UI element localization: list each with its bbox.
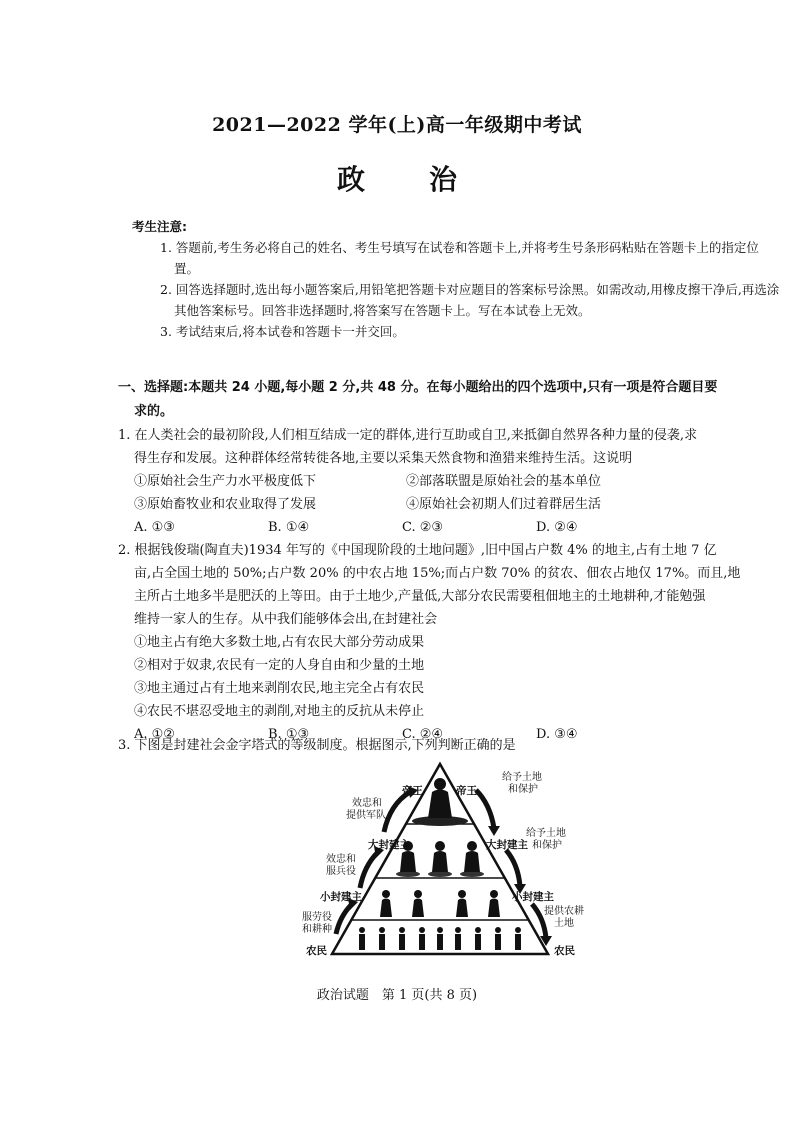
q1-option-3: ③原始畜牧业和农业取得了发展: [134, 497, 317, 512]
question-2: [118, 539, 782, 746]
notice-heading: 考生注意:: [132, 219, 187, 234]
label-emperor-right: 帝王: [456, 785, 477, 797]
page-footer: 政治试题 第 1 页(共 8 页): [316, 988, 478, 1003]
arrow-down-1: [476, 790, 494, 828]
arrow-up-3: [336, 904, 352, 934]
q1-option-2: ②部落联盟是原始社会的基本单位: [406, 474, 602, 489]
q1-choices: [118, 516, 782, 539]
q1-stem-line2: 得生存和发展。这种群体经常转徙各地,主要以采集天然食物和渔猎来维持生活。这说明: [134, 451, 633, 466]
q2-choice-b: B. ①③: [268, 727, 310, 742]
q2-option-4: ④农民不堪忍受地主的剥削,对地主的反抗从未停止: [134, 704, 425, 719]
label-up1-b: 提供军队: [346, 810, 386, 821]
label-down1-a: 给予土地: [502, 772, 542, 783]
q2-stem-line3: 主所占土地多半是肥沃的上等田。由于土地少,产量低,大部分农民需要租佃地主的土地耕种,才能勉强: [134, 589, 706, 604]
q3-stem: 3. 下图是封建社会金字塔式的等级制度。根据图示,下列判断正确的是: [118, 738, 516, 753]
label-great-lord-left: 大封建主: [368, 839, 410, 851]
label-up2-b: 服兵役: [326, 866, 356, 877]
section-heading: [118, 376, 782, 424]
label-down3-a: 提供农耕: [544, 906, 584, 917]
q2-choice-d: D. ③④: [536, 727, 578, 742]
q2-choice-a: A. ①②: [134, 727, 175, 742]
q1-choice-d: D. ②④: [536, 520, 578, 535]
label-emperor-left: 帝王: [402, 785, 423, 797]
notice-item-2: 2. 回答选择题时,选出每小题答案后,用铅笔把答题卡对应题目的答案标号涂黑。如需改动,用橡皮擦干净后,再选涂其他答案标号。回答非选择题时,将答案写在答题卡上。写在本试卷上无效。: [160, 282, 780, 318]
label-up3-a: 服劳役: [302, 912, 332, 923]
q2-option-2: ②相对于奴隶,农民有一定的人身自由和少量的土地: [134, 658, 425, 673]
q2-stem-line1: 2. 根据钱俊瑞(陶直夫)1934 年写的《中国现阶段的土地问题》,旧中国占户数 4% 的地主,占有土地 7 亿: [118, 543, 717, 558]
q1-choice-a: A. ①③: [134, 520, 175, 535]
label-great-lord-right: 大封建主: [486, 839, 528, 851]
label-peasant-left: 农民: [306, 945, 327, 957]
arrow-down-1-head: [488, 826, 500, 836]
notice-item-3: 3. 考试结束后,将本试卷和答题卡一并交回。: [160, 324, 405, 339]
arrow-down-2: [506, 850, 520, 886]
q1-choice-c: C. ②③: [402, 520, 444, 535]
label-peasant-right: 农民: [554, 945, 575, 957]
q1-choice-b: B. ①④: [268, 520, 310, 535]
notice-block: [132, 216, 782, 342]
label-up3-b: 和耕种: [302, 924, 332, 935]
q2-option-1: ①地主占有绝大多数土地,占有农民大部分劳动成果: [134, 635, 425, 650]
label-down1-b: 和保护: [508, 784, 538, 795]
label-down2-a: 给予土地: [526, 828, 566, 839]
q2-stem-line4: 维持一家人的生存。从中我们能够体会出,在封建社会: [134, 612, 438, 627]
small-lord-figures: [380, 890, 500, 917]
label-up1-a: 效忠和: [352, 798, 382, 809]
emperor-figure: [428, 778, 452, 818]
label-down2-b: 和保护: [532, 840, 562, 851]
q2-option-3: ③地主通过占有土地来剥削农民,地主完全占有农民: [134, 681, 425, 696]
question-1: [118, 424, 782, 539]
arrow-up-2: [360, 852, 378, 888]
q1-stem-line1: 1. 在人类社会的最初阶段,人们相互结成一定的群体,进行互助或自卫,来抵御自然界各种力量的侵袭,求: [118, 428, 698, 443]
label-down3-b: 土地: [554, 918, 574, 929]
q2-choice-c: C. ②④: [402, 727, 444, 742]
label-small-lord-left: 小封建主: [320, 891, 362, 903]
label-small-lord-right: 小封建主: [512, 891, 554, 903]
q2-stem-line2: 亩,占全国土地的 50%;占户数 20% 的中农占地 15%;而占户数 70% 的贫农、佃农占地仅 17%。而且,地: [134, 566, 741, 581]
notice-item-1: 1. 答题前,考生务必将自己的姓名、考生号填写在试卷和答题卡上,并将考生号条形码粘贴在答题卡上的指定位置。: [160, 240, 759, 276]
section-heading-line1: 一、选择题:本题共 24 小题,每小题 2 分,共 48 分。在每小题给出的四个选项中,只有一项是符合题目要: [118, 380, 718, 395]
q1-option-1: ①原始社会生产力水平极度低下: [134, 474, 317, 489]
subject-title: 政 治: [336, 163, 475, 196]
q1-option-4: ④原始社会初期人们过着群居生活: [406, 497, 602, 512]
section-heading-line2: 求的。: [134, 404, 174, 419]
q1-options: [118, 470, 782, 516]
feudal-pyramid-figure: [290, 754, 590, 964]
exam-title: 2021—2022 学年(上)高一年级期中考试: [212, 114, 582, 136]
peasant-figures: [359, 927, 521, 950]
label-up2-a: 效忠和: [326, 854, 356, 865]
